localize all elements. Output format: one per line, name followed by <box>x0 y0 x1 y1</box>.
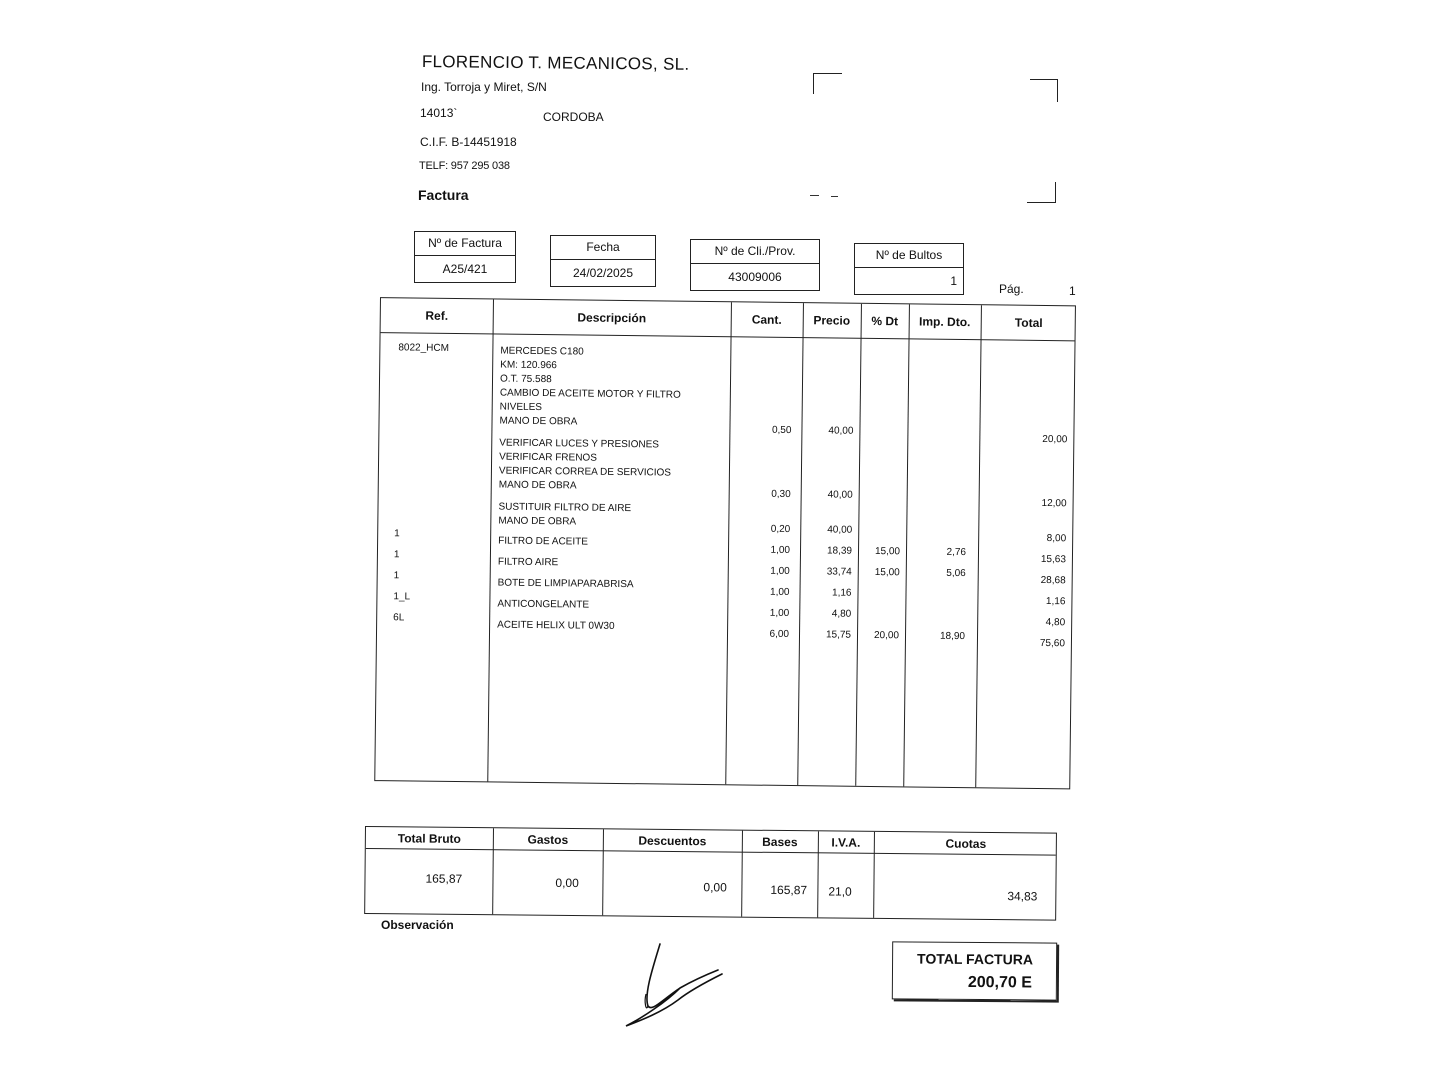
total-cell: 4,80 <box>1045 617 1066 629</box>
qty-cell: 0,30 <box>771 488 791 501</box>
document-title: Factura <box>418 187 469 203</box>
price-cell: 18,39 <box>826 545 853 557</box>
qty-cell: 1,00 <box>769 586 790 598</box>
company-address: Ing. Torroja y Miret, S/N <box>421 80 547 94</box>
date-label: Fecha <box>551 236 655 260</box>
company-city: CORDOBA <box>543 110 604 124</box>
description-line: SUSTITUIR FILTRO DE AIRE <box>498 501 632 515</box>
invoice-number-box <box>414 231 516 283</box>
client-box <box>690 239 820 291</box>
grand-total-box <box>892 941 1057 1000</box>
page-number: 1 <box>1069 284 1076 298</box>
ref-cell: 8022_HCM <box>398 342 450 354</box>
packages-value: 1 <box>950 274 957 288</box>
description-line: VERIFICAR FRENOS <box>499 451 597 464</box>
items-table <box>364 297 1070 800</box>
vat-value: 21,0 <box>828 884 852 899</box>
company-cif: C.I.F. B-14451918 <box>420 135 517 149</box>
header-price: Precio <box>813 313 851 328</box>
qty-cell: 0,20 <box>770 523 791 536</box>
gross-total-value: 165,87 <box>425 871 463 886</box>
quotas-label: Cuotas <box>945 836 987 851</box>
observation-label: Observación <box>381 918 454 932</box>
bases-label: Bases <box>762 834 798 850</box>
grand-total-label: TOTAL FACTURA <box>917 950 1034 968</box>
expenses-value: 0,00 <box>555 875 579 891</box>
total-cell: 20,00 <box>1042 433 1068 446</box>
client-value: 43009006 <box>728 270 782 284</box>
description-line: ANTICONGELANTE <box>497 598 590 611</box>
discount-amount-cell: 5,06 <box>946 567 966 580</box>
total-cell: 12,00 <box>1041 497 1067 510</box>
grand-total-amount: 200,70 E <box>967 973 1032 992</box>
gross-total-label: Total Bruto <box>397 831 461 846</box>
ref-cell: 1 <box>394 528 400 540</box>
header-description: Descripción <box>577 310 647 326</box>
totals-table <box>364 826 1060 938</box>
invoice-number-label: Nº de Factura <box>415 232 515 256</box>
header-qty: Cant. <box>751 312 782 327</box>
description-line: NIVELES <box>499 401 543 414</box>
header-discount-amount: Imp. Dto. <box>918 314 971 330</box>
company-name: FLORENCIO T. MECANICOS, SL. <box>421 52 690 74</box>
qty-cell: 0,50 <box>771 424 792 437</box>
price-cell: 40,00 <box>827 524 853 536</box>
discounts-value: 0,00 <box>703 880 727 895</box>
qty-cell: 6,00 <box>769 628 790 640</box>
description-line: FILTRO DE ACEITE <box>498 535 589 548</box>
ref-cell: 6L <box>393 612 405 624</box>
discount-amount-cell: 18,90 <box>939 630 966 643</box>
packages-label: Nº de Bultos <box>855 244 963 268</box>
ref-cell: 1 <box>393 570 400 582</box>
company-phone: TELF: 957 295 038 <box>419 160 510 172</box>
window-corner-bottom-right <box>1027 182 1056 203</box>
vat-label: I.V.A. <box>831 835 861 850</box>
discounts-label: Descuentos <box>638 833 707 849</box>
qty-cell: 1,00 <box>770 544 791 557</box>
description-line: FILTRO AIRE <box>497 556 559 569</box>
total-cell: 28,68 <box>1040 574 1066 587</box>
header-discount-pct: % Dt <box>871 313 899 329</box>
packages-box <box>854 243 964 295</box>
description-line: VERIFICAR CORREA DE SERVICIOS <box>498 465 672 479</box>
window-mark <box>831 196 838 197</box>
description-line: MANO DE OBRA <box>499 415 578 428</box>
description-line: O.T. 75.588 <box>499 373 552 386</box>
total-cell: 1,16 <box>1045 596 1066 608</box>
discount-pct-cell: 20,00 <box>873 630 900 642</box>
description-line: VERIFICAR LUCES Y PRESIONES <box>499 437 660 451</box>
client-label: Nº de Cli./Prov. <box>691 240 819 264</box>
qty-cell: 1,00 <box>769 607 790 619</box>
discount-pct-cell: 15,00 <box>874 546 901 558</box>
date-box <box>550 235 656 287</box>
description-line: CAMBIO DE ACEITE MOTOR Y FILTRO <box>499 387 681 401</box>
total-cell: 75,60 <box>1039 637 1065 650</box>
expenses-label: Gastos <box>527 832 569 847</box>
ref-cell: 1 <box>393 549 400 561</box>
signature-scribble <box>622 940 732 1032</box>
price-cell: 33,74 <box>826 566 852 578</box>
price-cell: 40,00 <box>828 425 854 437</box>
company-postal-code: 14013` <box>420 106 458 120</box>
description-line: ACEITE HELIX ULT 0W30 <box>497 619 615 632</box>
discount-pct-cell: 15,00 <box>874 567 900 579</box>
price-cell: 40,00 <box>827 489 853 501</box>
qty-cell: 1,00 <box>770 565 790 578</box>
header-ref: Ref. <box>425 308 449 323</box>
invoice-number-value: A25/421 <box>442 262 488 276</box>
window-mark <box>810 195 819 196</box>
description-line: KM: 120.966 <box>500 359 557 372</box>
price-cell: 4,80 <box>831 608 852 620</box>
price-cell: 1,16 <box>831 587 852 599</box>
price-cell: 15,75 <box>825 629 852 641</box>
quotas-value: 34,83 <box>1007 889 1038 904</box>
discount-amount-cell: 2,76 <box>946 546 967 559</box>
date-value: 24/02/2025 <box>572 266 634 280</box>
description-line: MANO DE OBRA <box>498 479 577 492</box>
window-corner-top-right <box>1030 79 1058 102</box>
bases-value: 165,87 <box>770 882 808 898</box>
window-corner-top-left <box>813 73 842 94</box>
ref-cell: 1_L <box>393 591 411 603</box>
description-line: MANO DE OBRA <box>498 515 577 528</box>
description-line: MERCEDES C180 <box>500 345 584 358</box>
total-cell: 15,63 <box>1040 553 1066 566</box>
page-label: Pág. <box>999 282 1024 296</box>
description-line: BOTE DE LIMPIAPARABRISA <box>497 577 634 591</box>
total-cell: 8,00 <box>1046 533 1067 545</box>
header-total: Total <box>1014 315 1043 330</box>
